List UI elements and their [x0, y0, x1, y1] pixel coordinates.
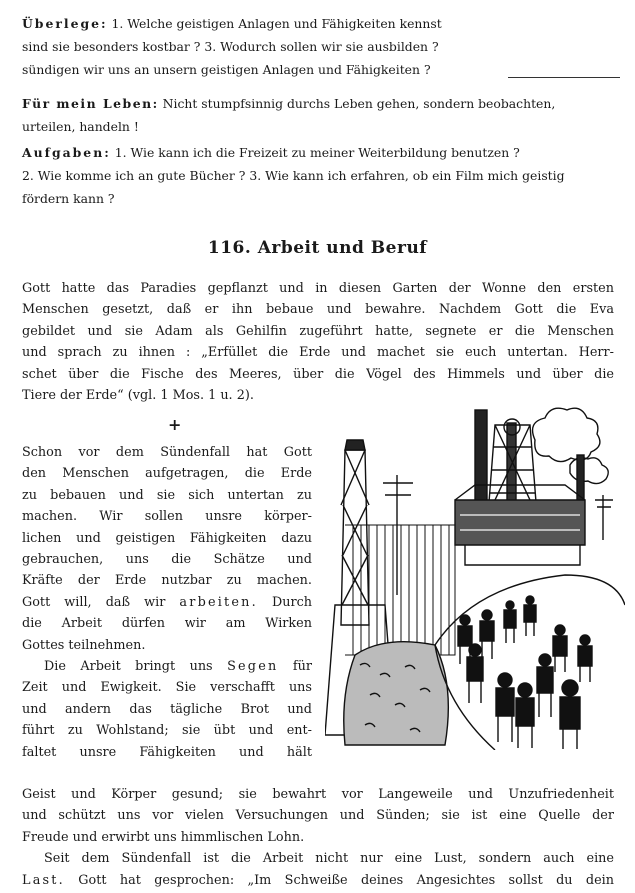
- miner-figure: [467, 644, 483, 703]
- full-line: Freude und erwirbt uns himmlischen Lohn.: [22, 829, 305, 845]
- smoke-cloud: [570, 458, 608, 484]
- miner-figure: [553, 625, 567, 672]
- column-line: die Arbeit dürfen wir am Wirken: [22, 616, 312, 632]
- ueberlege-line-2: sind sie besonders kostbar ? 3. Wodurch sollen wir sie ausbilden ?: [22, 39, 439, 54]
- column-line: Zeit und Ewigkeit. Sie verschafft uns: [22, 680, 312, 696]
- column-line: den Menschen aufgetragen, die Erde: [22, 466, 312, 482]
- mine-illustration: [325, 405, 625, 750]
- segen-post-text: für: [292, 659, 312, 675]
- last-para-line-1: Seit dem Sündenfall ist die Arbeit nicht nur eine Lust, sondern auch eine: [44, 851, 614, 867]
- full-line: und schützt uns vor vielen Versuchungen und Sünden; sie ist eine Quelle der: [22, 808, 614, 824]
- leben-line-1: [22, 94, 555, 113]
- miners-crowd: [458, 596, 592, 749]
- aufgaben-line-3: fördern kann ?: [22, 191, 115, 206]
- miner-figure: [537, 654, 553, 717]
- column-line: gebrauchen, uns die Schätze und: [22, 552, 312, 568]
- leben-line-2: urteilen, handeln !: [22, 119, 139, 134]
- chimney: [475, 410, 487, 510]
- column-line: Gottes teilnehmen.: [22, 637, 146, 653]
- intro-line: schet über die Fische des Meeres, über die Vögel des Himmels und über die: [22, 366, 614, 382]
- ueberlege-line-1: [22, 14, 442, 33]
- segen-emphasis: Segen: [227, 659, 279, 675]
- rubble-pile: [344, 642, 449, 745]
- section-heading: 116. Arbeit und Beruf: [207, 238, 428, 258]
- column-line: zu bebauen und sie sich untertan zu: [22, 487, 312, 503]
- column-line: [22, 592, 312, 613]
- aufgaben-line-1: [22, 143, 520, 162]
- column-line: führt zu Wohlstand; sie übt und ent-: [22, 723, 312, 739]
- intro-line: Gott hatte das Paradies gepflanzt und in diesen Garten der Wonne den ersten: [22, 281, 614, 296]
- last-para-line-2: [22, 870, 614, 891]
- telegraph-pole: [595, 495, 613, 540]
- divider-rule: [508, 77, 620, 78]
- durch-text: Durch: [271, 594, 312, 610]
- arbeiten-emphasis: arbeiten.: [179, 594, 258, 610]
- last-para-text: Gott hat gesprochen: „Im Schweiße deines Angesichtes sollst du dein: [78, 872, 614, 888]
- smoke-cloud: [533, 408, 600, 461]
- miner-figure: [496, 673, 514, 742]
- miner-figure: [578, 635, 592, 682]
- intro-line: Menschen gesetzt, daß er ihn bebaue und bewahre. Nachdem Gott die Eva: [22, 302, 614, 318]
- column-line: Kräfte der Erde nutzbar zu machen.: [22, 573, 312, 589]
- column-line: lichen und geistigen Fähigkeiten dazu: [22, 530, 312, 546]
- full-line: Geist und Körper gesund; sie bewahrt vor Langeweile und Unzufriedenheit: [22, 787, 614, 802]
- hatched-wall: [345, 525, 455, 655]
- column-line: faltet unsre Fähigkeiten und hält: [22, 744, 312, 760]
- segen-pre-text: Die Arbeit bringt uns: [44, 659, 213, 675]
- ueberlege-line-3: sündigen wir uns an unsern geistigen Anlagen und Fähigkeiten ?: [22, 62, 431, 77]
- last-emphasis: Last.: [22, 872, 65, 888]
- leben-text-1: Nicht stumpfsinnig durchs Leben gehen, sondern beobachten,: [162, 96, 556, 111]
- column-line: Schon vor dem Sündenfall hat Gott: [22, 445, 312, 460]
- intro-line: und sprach zu ihnen : „Erfüllet die Erde und machet sie euch untertan. Herr-: [22, 345, 614, 361]
- left-column: [22, 442, 312, 763]
- column-line: machen. Wir sollen unsre körper-: [22, 509, 312, 525]
- continuation-paragraph: [22, 784, 614, 891]
- leben-label: Für mein Leben:: [22, 96, 159, 111]
- miner-figure: [504, 601, 516, 643]
- intro-paragraph: [22, 278, 614, 406]
- column-line: und andern das tägliche Brot und: [22, 701, 312, 717]
- aufgaben-label: Aufgaben:: [22, 145, 111, 160]
- cross-mark: +: [168, 415, 182, 434]
- gott-will-text: Gott will, daß wir: [22, 594, 166, 610]
- miner-figure: [524, 596, 536, 636]
- ueberlege-text-1: 1. Welche geistigen Anlagen und Fähigkeiten kennst: [111, 16, 442, 31]
- column-line: [22, 656, 312, 677]
- miner-figure: [516, 683, 534, 748]
- ueberlege-label: Überlege:: [22, 16, 108, 31]
- aufgaben-text-1: 1. Wie kann ich die Freizeit zu meiner Weiterbildung benutzen ?: [114, 145, 520, 160]
- miner-figure: [560, 680, 580, 749]
- miner-figure: [480, 610, 494, 659]
- aufgaben-line-2: 2. Wie komme ich an gute Bücher ? 3. Wie kann ich erfahren, ob ein Film mich geistig: [22, 168, 565, 183]
- intro-line: Tiere der Erde“ (vgl. 1 Mos. 1 u. 2).: [22, 388, 254, 404]
- intro-line: gebildet und sie Adam als Gehilfin zugeführt hatte, segnete er die Menschen: [22, 323, 614, 339]
